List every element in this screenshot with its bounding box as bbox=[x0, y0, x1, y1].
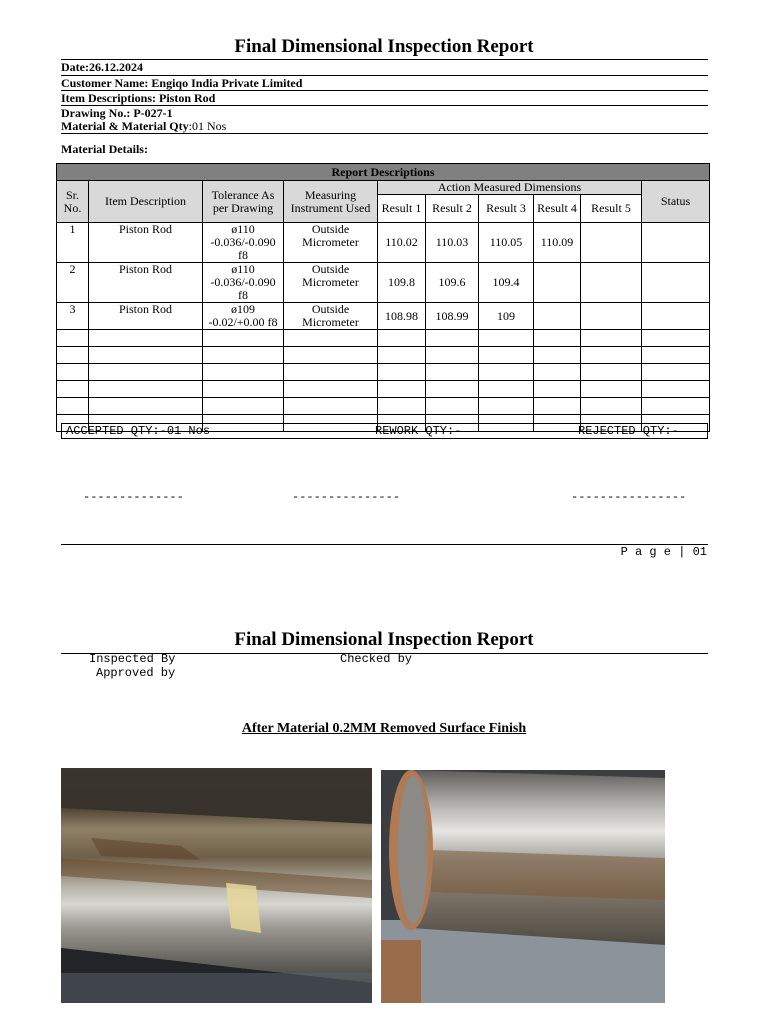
report-descriptions-header: Report Descriptions bbox=[57, 164, 710, 181]
status-cell bbox=[642, 223, 710, 263]
status-cell bbox=[642, 303, 710, 330]
date-value: 26.12.2024 bbox=[88, 60, 143, 74]
item-cell: Piston Rod bbox=[89, 263, 203, 303]
report-title: Final Dimensional Inspection Report bbox=[234, 36, 534, 57]
material-line bbox=[61, 119, 226, 133]
signature-line-checked: --------------- bbox=[292, 490, 401, 504]
quantity-summary-box bbox=[61, 423, 708, 439]
result-cell bbox=[581, 263, 642, 303]
rod-end-photo-image bbox=[381, 770, 665, 1003]
item-description-header: Item Description bbox=[89, 181, 203, 223]
material-qty-value: :01 Nos bbox=[188, 119, 227, 133]
result-cell: 108.98 bbox=[378, 303, 426, 330]
result-cell bbox=[581, 223, 642, 263]
result-4-header: Result 4 bbox=[534, 195, 581, 223]
status-header: Status bbox=[642, 181, 710, 223]
instrument-cell: Outside Micrometer bbox=[284, 223, 378, 263]
table-row bbox=[57, 263, 710, 303]
tolerance-cell: ø110 -0.036/-0.090 f8 bbox=[203, 263, 284, 303]
empty-row bbox=[57, 398, 710, 415]
empty-row bbox=[57, 330, 710, 347]
checked-by-label: Checked by bbox=[340, 652, 413, 666]
item-value: Piston Rod bbox=[158, 91, 216, 105]
item-cell: Piston Rod bbox=[89, 223, 203, 263]
result-2-header: Result 2 bbox=[426, 195, 479, 223]
status-cell bbox=[642, 263, 710, 303]
tolerance-header: Tolerance As per Drawing bbox=[203, 181, 284, 223]
empty-row bbox=[57, 347, 710, 364]
piston-rod-photo-image bbox=[61, 768, 372, 1003]
customer-label: Customer Name: bbox=[61, 76, 152, 90]
drawing-value: P-027-1 bbox=[133, 106, 173, 120]
table-row bbox=[57, 223, 710, 263]
material-details-label: Material Details: bbox=[61, 142, 148, 156]
surface-finish-photo-2 bbox=[381, 770, 665, 1003]
divider bbox=[61, 59, 708, 60]
sr-no-header: Sr. No. bbox=[57, 181, 89, 223]
result-cell: 109.4 bbox=[479, 263, 534, 303]
date-label: Date: bbox=[61, 60, 89, 74]
report-title-page2: Final Dimensional Inspection Report bbox=[234, 629, 534, 650]
surface-finish-photo-1 bbox=[61, 768, 372, 1003]
result-cell bbox=[581, 303, 642, 330]
signature-line-inspected: -------------- bbox=[83, 490, 184, 504]
empty-row bbox=[57, 381, 710, 398]
page-number: P a g e | 01 bbox=[620, 545, 707, 559]
result-3-header: Result 3 bbox=[479, 195, 534, 223]
result-cell: 108.99 bbox=[426, 303, 479, 330]
result-cell: 109 bbox=[479, 303, 534, 330]
rejected-qty: REJECTED QTY:- bbox=[578, 424, 679, 438]
result-cell: 109.6 bbox=[426, 263, 479, 303]
approved-by-label: Approved by bbox=[96, 666, 176, 680]
drawing-line bbox=[61, 106, 173, 120]
tolerance-cell: ø109 -0.02/+0.00 f8 bbox=[203, 303, 284, 330]
divider bbox=[61, 133, 708, 134]
table-row bbox=[57, 303, 710, 330]
tolerance-cell: ø110 -0.036/-0.090 f8 bbox=[203, 223, 284, 263]
instrument-header: Measuring Instrument Used bbox=[284, 181, 378, 223]
customer-line bbox=[61, 76, 302, 90]
empty-row bbox=[57, 364, 710, 381]
measured-dimensions-header: Action Measured Dimensions bbox=[378, 181, 642, 195]
section-heading: After Material 0.2MM Removed Surface Finish bbox=[241, 721, 527, 736]
report-table bbox=[56, 163, 710, 432]
customer-value: Engiqo India Private Limited bbox=[151, 76, 303, 90]
accepted-qty: ACCEPTED QTY:-01 Nos bbox=[66, 424, 211, 438]
rework-qty: REWORK QTY:- bbox=[375, 424, 462, 438]
sr-cell: 3 bbox=[57, 303, 89, 330]
result-5-header: Result 5 bbox=[581, 195, 642, 223]
item-cell: Piston Rod bbox=[89, 303, 203, 330]
result-cell: 109.8 bbox=[378, 263, 426, 303]
result-cell bbox=[534, 263, 581, 303]
drawing-label: Drawing No.: bbox=[61, 106, 134, 120]
material-label: Material & Material Qty bbox=[61, 119, 189, 133]
result-1-header: Result 1 bbox=[378, 195, 426, 223]
instrument-cell: Outside Micrometer bbox=[284, 263, 378, 303]
date-line bbox=[61, 60, 143, 74]
result-cell: 110.05 bbox=[479, 223, 534, 263]
sr-cell: 1 bbox=[57, 223, 89, 263]
result-cell: 110.02 bbox=[378, 223, 426, 263]
sr-cell: 2 bbox=[57, 263, 89, 303]
item-label: Item Descriptions: bbox=[61, 91, 159, 105]
instrument-cell: Outside Micrometer bbox=[284, 303, 378, 330]
result-cell bbox=[534, 303, 581, 330]
result-cell: 110.03 bbox=[426, 223, 479, 263]
item-line bbox=[61, 91, 215, 105]
signature-line-approved: ---------------- bbox=[571, 490, 687, 504]
result-cell: 110.09 bbox=[534, 223, 581, 263]
inspected-by-label: Inspected By bbox=[89, 652, 176, 666]
